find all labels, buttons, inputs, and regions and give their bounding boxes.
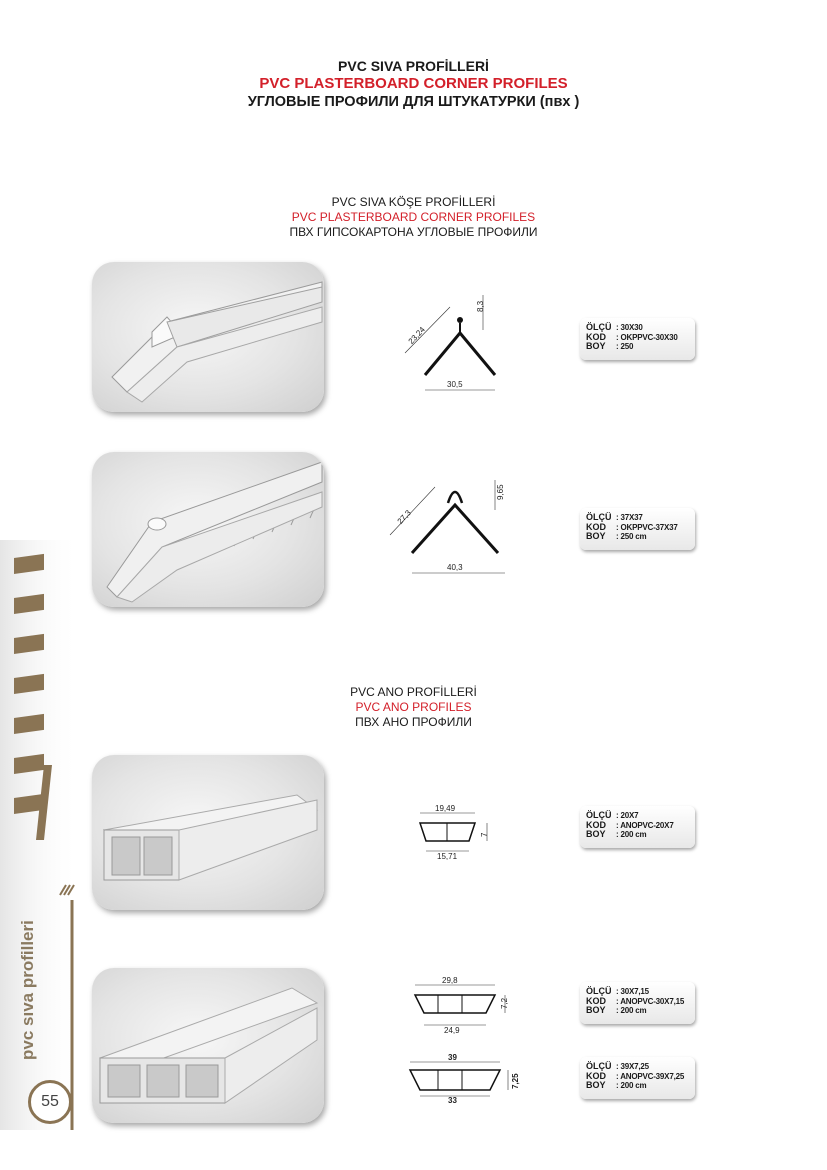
spec-boy-value: : 200 cm xyxy=(616,1006,647,1015)
dim-bottom: 15,71 xyxy=(437,852,458,861)
drawing-ano-20x7 xyxy=(405,803,505,863)
spec-kod-value: : ANOPVC-20X7 xyxy=(616,820,674,830)
spec-kod-label: KOD xyxy=(586,995,606,1006)
product-photo-corner-30x30 xyxy=(92,262,324,412)
dim-width: 30,5 xyxy=(447,380,463,389)
spec-card-30x30 xyxy=(580,318,695,360)
spec-olcu-label: ÖLÇÜ xyxy=(586,1061,612,1071)
spec-olcu-value: : 30X30 xyxy=(616,323,643,332)
page-title-ru: УГЛОВЫЕ ПРОФИЛИ ДЛЯ ШТУКАТУРКИ (пвх ) xyxy=(247,94,580,110)
dim-height: 7,25 xyxy=(511,1073,520,1089)
spec-kod-label: KOD xyxy=(586,1070,606,1081)
spec-boy-value: : 200 cm xyxy=(616,830,647,839)
spec-kod-label: KOD xyxy=(586,819,606,830)
spec-boy-label: BOY xyxy=(586,531,606,541)
spec-boy-label: BOY xyxy=(586,1005,606,1015)
dim-height: 7,2 xyxy=(500,997,509,1009)
dim-bottom: 33 xyxy=(448,1096,457,1104)
dim-height: 7 xyxy=(480,832,489,837)
spec-kod-label: KOD xyxy=(586,331,606,342)
drawing-ano-30x7-15 xyxy=(400,975,525,1037)
spec-olcu-label: ÖLÇÜ xyxy=(586,322,612,332)
drawing-corner-37x37 xyxy=(380,475,520,590)
dim-width: 40,3 xyxy=(447,563,463,572)
dim-top: 29,8 xyxy=(442,976,458,985)
spec-boy-label: BOY xyxy=(586,1080,606,1090)
section-corner-title-ru: ПВХ ГИПСОКАРТОНА УГЛОВЫЕ ПРОФИЛИ xyxy=(289,225,538,239)
spec-card-39x7-25 xyxy=(580,1057,695,1099)
spec-card-20x7 xyxy=(580,806,695,848)
page-title-tr: PVC SIVA PROFİLLERİ xyxy=(338,58,489,74)
spec-olcu-value: : 37X37 xyxy=(616,513,643,522)
spec-olcu-label: ÖLÇÜ xyxy=(586,512,612,522)
dim-bottom: 24,9 xyxy=(444,1026,460,1035)
section-corner-title-en: PVC PLASTERBOARD CORNER PROFILES xyxy=(291,210,536,224)
dim-top: 39 xyxy=(448,1053,457,1062)
sidebar-brand-logo xyxy=(0,540,90,1130)
dim-top: 19,49 xyxy=(435,804,456,813)
spec-olcu-label: ÖLÇÜ xyxy=(586,810,612,820)
spec-boy-value: : 200 cm xyxy=(616,1081,647,1090)
spec-olcu-value: : 30X7,15 xyxy=(616,987,649,996)
spec-boy-value: : 250 xyxy=(616,342,634,351)
spec-kod-value: : ANOPVC-30X7,15 xyxy=(616,996,685,1006)
section-ano-title-ru: ПВХ АНО ПРОФИЛИ xyxy=(355,715,472,729)
spec-boy-label: BOY xyxy=(586,341,606,351)
section-ano-title-en: PVC ANO PROFILES xyxy=(355,700,472,714)
spec-card-37x37 xyxy=(580,508,695,550)
product-photo-ano-3-chamber xyxy=(92,968,324,1123)
spec-kod-value: : OKPPVC-37X37 xyxy=(616,522,678,532)
section-corner-title xyxy=(0,195,827,240)
page-number: 55 xyxy=(28,1080,72,1124)
spec-boy-label: BOY xyxy=(586,829,606,839)
spec-kod-value: : OKPPVC-30X30 xyxy=(616,332,678,342)
drawing-ano-39x7-25 xyxy=(400,1052,525,1104)
spec-olcu-value: : 20X7 xyxy=(616,811,639,820)
spec-card-30x7-15 xyxy=(580,982,695,1024)
section-corner-title-tr: PVC SIVA KÖŞE PROFİLLERİ xyxy=(331,195,496,209)
dim-height: 8,3 xyxy=(476,300,485,312)
product-photo-ano-20x7 xyxy=(92,755,324,910)
dim-leg: 23,24 xyxy=(406,325,427,346)
sidebar-category-label: pvc sıva profilleri xyxy=(18,920,37,1060)
section-ano-title-tr: PVC ANO PROFİLLERİ xyxy=(350,685,477,699)
spec-kod-value: : ANOPVC-39X7,25 xyxy=(616,1071,685,1081)
dim-height: 9,65 xyxy=(496,484,505,500)
dim-leg: 27,3 xyxy=(395,508,413,526)
section-ano-title xyxy=(0,685,827,730)
spec-olcu-label: ÖLÇÜ xyxy=(586,986,612,996)
page-title-en: PVC PLASTERBOARD CORNER PROFILES xyxy=(259,75,568,92)
spec-kod-label: KOD xyxy=(586,521,606,532)
drawing-corner-30x30 xyxy=(385,285,505,400)
spec-boy-value: : 250 cm xyxy=(616,532,647,541)
spec-olcu-value: : 39X7,25 xyxy=(616,1062,649,1071)
product-photo-corner-37x37 xyxy=(92,452,324,607)
